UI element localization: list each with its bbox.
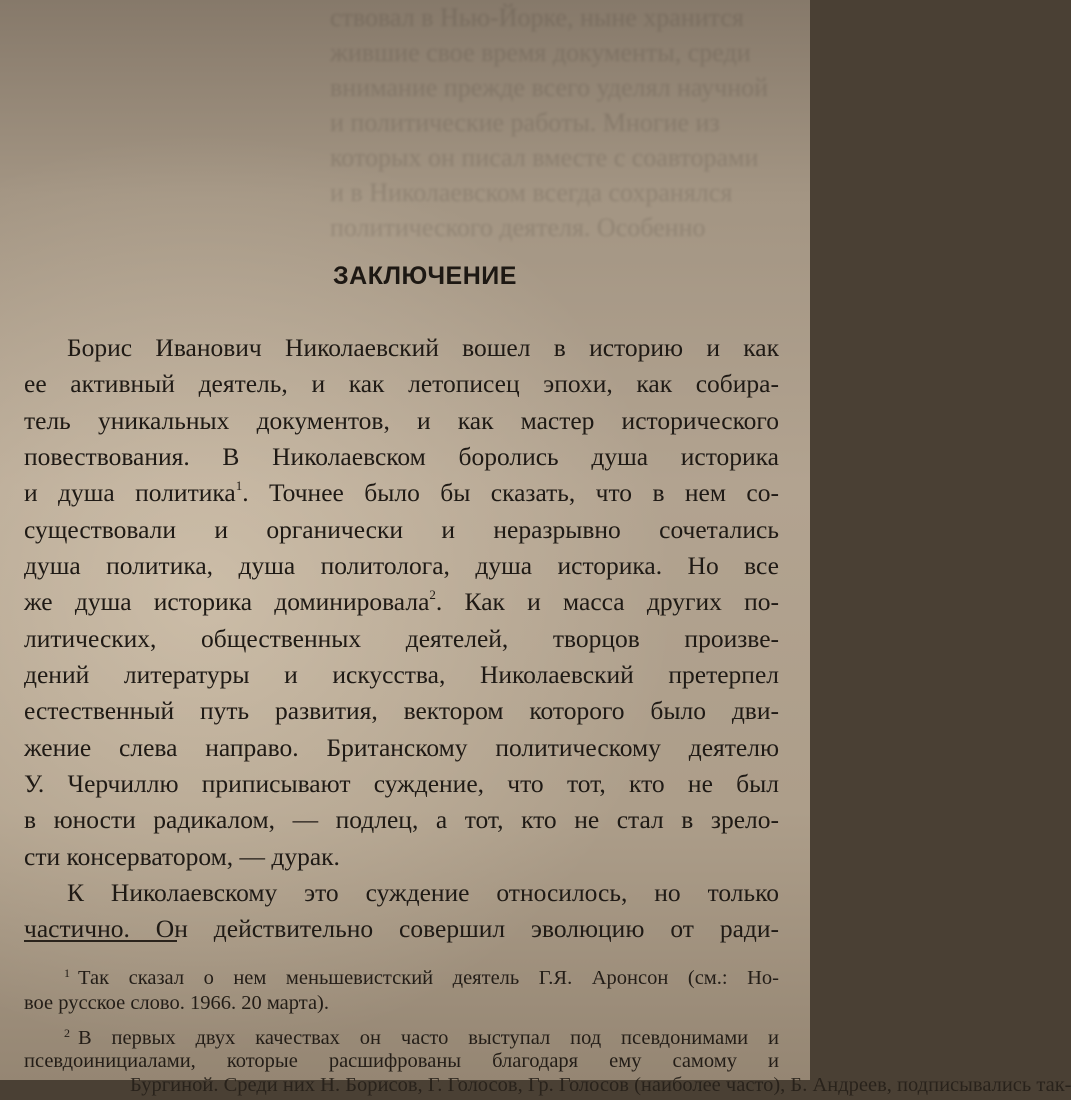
text-line: повествования. В Николаевском боролись душа историка (24, 442, 779, 471)
text-line: душа политика, душа политолога, душа историка. Но все (24, 551, 779, 580)
text-line: естественный путь развития, вектором которого было дви- (24, 696, 779, 725)
text-line: тель уникальных документов, и как мастер исторического (24, 406, 779, 435)
text-line: У. Черчиллю приписывают суждение, что тот, кто не был (24, 769, 779, 798)
text-line: дений литературы и искусства, Николаевский претерпел (24, 660, 779, 689)
text-line: К Николаевскому это суждение относилось, но только (67, 878, 779, 907)
footnote-1: $^1$ Так сказал о нем меньшевистский деятель Г.Я. Аронсон (см.: Но- (64, 966, 779, 989)
footnote-ref-2[interactable]: 2 (429, 587, 436, 602)
footnote-number: 1 (64, 966, 70, 980)
text-line: литических, общественных деятелей, творцов произве- (24, 624, 779, 653)
text-line: Борис Иванович Николаевский вошел в историю и как (67, 333, 779, 362)
text-line: частично. Он действительно совершил эволюцию от ради- (24, 914, 779, 943)
footnote-separator (24, 940, 177, 942)
text-line: сти консерватором, — дурак. (24, 842, 340, 871)
show-through-text: ствовал в Нью-Йорке, ныне хранится жившие свое время документы, среди внимание прежде всего уделял научной и политические работы. Многие из которых он писал вместе с соавторами и в Николаевском всегда сохранялся политического деятеля. Особенно (330, 3, 769, 242)
text-line: в юности радикалом, — подлец, а тот, кто не стал в зрело- (24, 805, 779, 834)
chapter-title: ЗАКЛЮЧЕНИЕ (333, 262, 517, 290)
footnote-number: 2 (64, 1026, 70, 1040)
text-line: ее активный деятель, и как летописец эпохи, как собира- (24, 369, 779, 398)
footnote-2-cont: псевдоинициалами, которые расшифрованы благодаря ему самому и (24, 1050, 779, 1072)
footnote-2-cutoff: Бургиной. Среди них Н. Борисов, Г. Голосов, Гр. Голосов (наиболее часто), Б. Андреев, подписывались так- (130, 1074, 1071, 1096)
footnote-ref-1[interactable]: 1 (235, 478, 243, 493)
text-line: же душа историка доминировала$^2$. Как и масса других по- (24, 587, 779, 616)
text-line: и душа политика$^1$. Точнее было бы сказать, что в нем со- (24, 478, 779, 507)
text-line: жение слева направо. Британскому политическому деятелю (24, 733, 779, 762)
text-line: существовали и органически и неразрывно сочетались (24, 515, 779, 544)
footnote-2: $^2$ В первых двух качествах он часто выступал под псевдонимами и (64, 1026, 779, 1049)
footnote-1-cont: вое русское слово. 1966. 20 марта). (24, 992, 329, 1014)
